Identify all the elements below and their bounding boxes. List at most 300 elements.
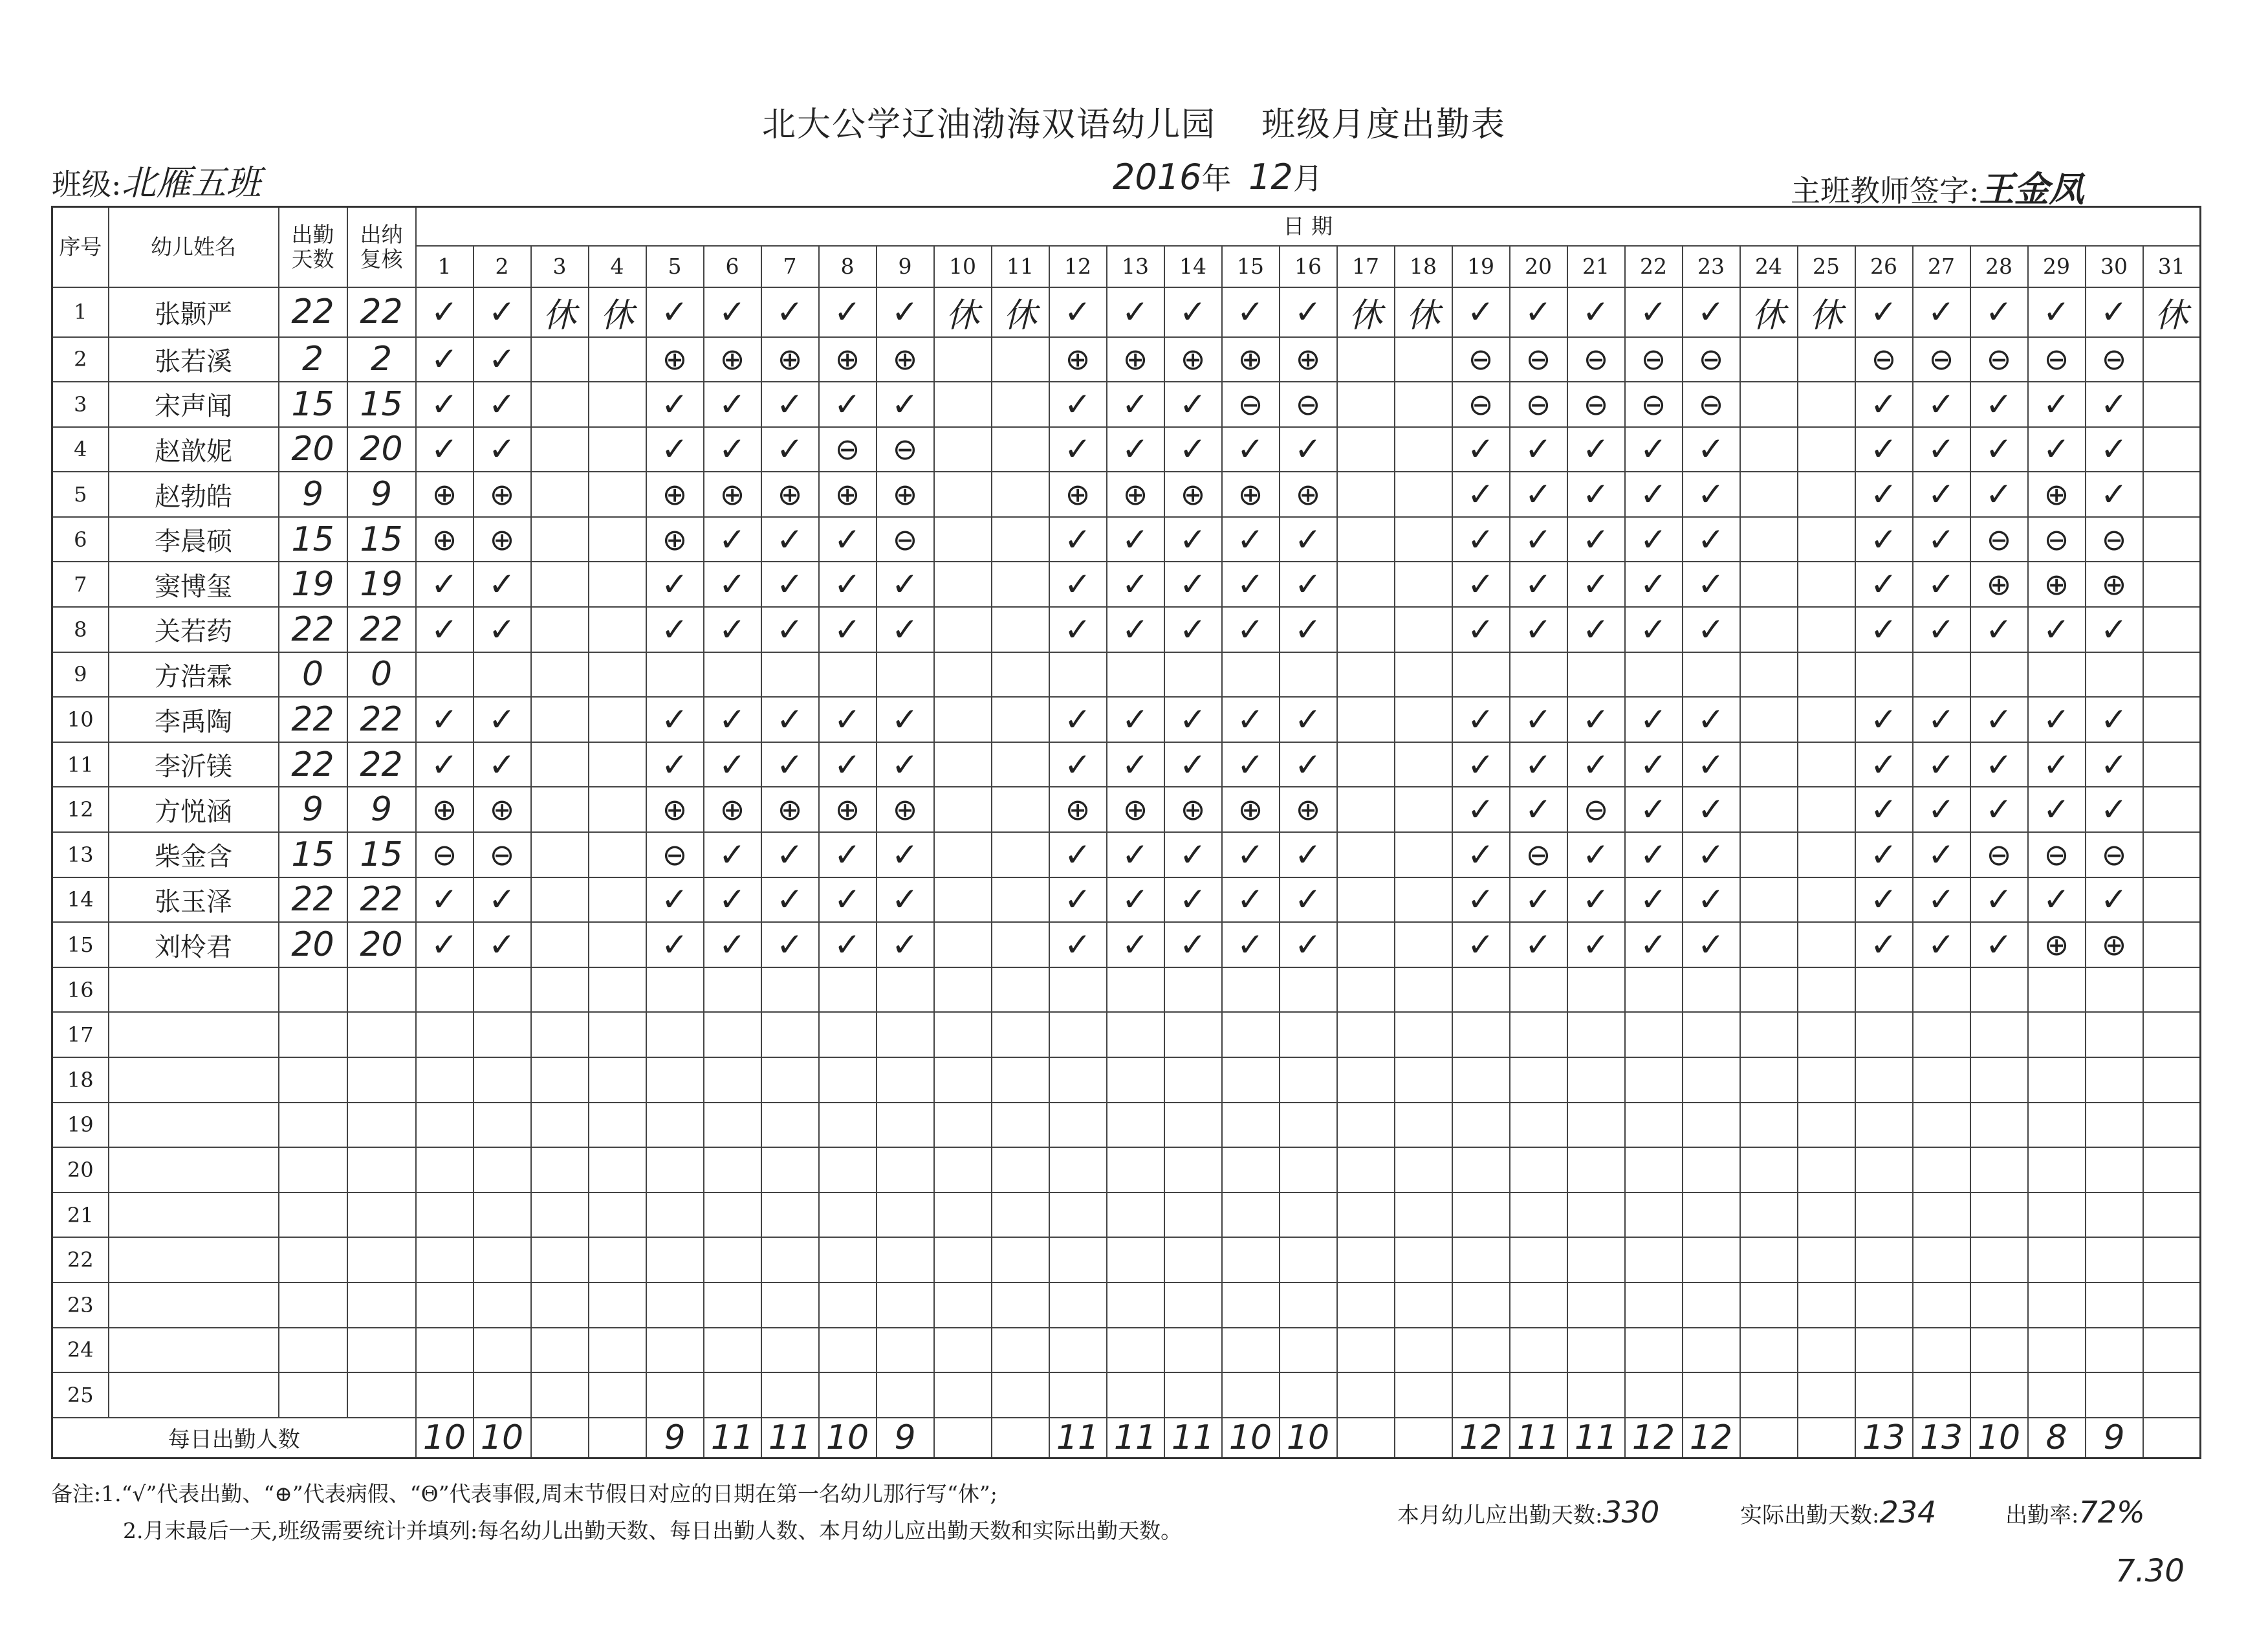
day-cell — [1164, 922, 1222, 967]
day-cell — [819, 1328, 877, 1373]
day-cell — [1970, 742, 2028, 787]
day-cell — [2086, 832, 2143, 877]
day-cell — [704, 287, 761, 337]
present-mark: ✓ — [1525, 293, 1552, 331]
attendance-days-cell — [279, 1147, 347, 1193]
name-cell: 张若溪 — [109, 337, 279, 382]
day-cell — [416, 1012, 474, 1057]
day-cell — [761, 967, 819, 1013]
student-row — [52, 607, 2201, 652]
day-cell — [1625, 337, 1683, 382]
day-cell — [531, 1282, 589, 1328]
day-cell — [992, 922, 1049, 967]
day-cell — [992, 472, 1049, 517]
day-cell — [589, 337, 646, 382]
personal-leave-mark: ⊖ — [1641, 386, 1666, 422]
present-mark: ✓ — [661, 926, 688, 964]
seq-cell: 7 — [52, 562, 109, 607]
day-cell — [589, 1372, 646, 1418]
personal-leave-mark: ⊖ — [892, 522, 918, 557]
col-check-header — [347, 207, 416, 287]
day-cell — [1107, 742, 1164, 787]
day-cell — [2143, 472, 2201, 517]
daily-total-cell — [1740, 1418, 1798, 1458]
day-cell — [1280, 607, 1337, 652]
day-cell — [704, 1237, 761, 1282]
day-cell — [1740, 427, 1798, 472]
day-cell — [1798, 517, 1855, 562]
day-cell — [1164, 877, 1222, 923]
present-mark: ✓ — [1697, 926, 1725, 964]
day-cell — [474, 1012, 531, 1057]
day-cell — [2028, 517, 2086, 562]
attendance-days-cell: 15 — [279, 832, 347, 877]
day-cell — [704, 517, 761, 562]
day-cell — [1049, 1193, 1107, 1238]
day-cell — [992, 562, 1049, 607]
seq-cell: 16 — [52, 967, 109, 1013]
sick-leave-mark: ⊕ — [892, 792, 918, 828]
personal-leave-mark: ⊖ — [1525, 837, 1551, 872]
sick-leave-mark: ⊕ — [2044, 477, 2069, 512]
day-cell — [819, 1057, 877, 1103]
sick-leave-mark: ⊕ — [834, 342, 860, 377]
day-cell — [934, 1237, 992, 1282]
day-cell — [1798, 1372, 1855, 1418]
personal-leave-mark: ⊖ — [2101, 342, 2127, 377]
present-mark: ✓ — [1294, 566, 1322, 604]
day-cell — [1222, 472, 1280, 517]
day-cell — [1913, 1372, 1970, 1418]
day-cell — [761, 742, 819, 787]
present-mark: ✓ — [776, 835, 803, 874]
daily-total-cell: 11 — [1567, 1418, 1625, 1458]
day-cell — [1452, 607, 1510, 652]
day-cell — [1510, 877, 1567, 923]
day-cell — [2086, 427, 2143, 472]
sick-leave-mark: ⊕ — [1065, 342, 1091, 377]
day-cell — [531, 337, 589, 382]
day-cell — [1107, 1237, 1164, 1282]
day-cell — [1855, 922, 1913, 967]
present-mark: ✓ — [661, 881, 688, 919]
day-cell — [2143, 1057, 2201, 1103]
sick-leave-mark: ⊕ — [662, 342, 688, 377]
day-cell — [589, 652, 646, 698]
day-cell — [1798, 1193, 1855, 1238]
day-cell — [1913, 832, 1970, 877]
day-cell — [934, 1147, 992, 1193]
day-cell — [1798, 922, 1855, 967]
day-cell — [1740, 832, 1798, 877]
day-cell — [474, 1193, 531, 1238]
sick-leave-mark: ⊕ — [1238, 477, 1263, 512]
present-mark: ✓ — [488, 610, 516, 648]
present-mark: ✓ — [1467, 520, 1494, 558]
present-mark: ✓ — [1064, 745, 1091, 784]
present-mark: ✓ — [431, 293, 458, 331]
present-mark: ✓ — [2043, 293, 2070, 331]
attendance-days-cell: 9 — [279, 472, 347, 517]
day-cell — [761, 1372, 819, 1418]
day-cell — [646, 1103, 704, 1148]
day-cell — [819, 1372, 877, 1418]
day-cell — [1567, 1193, 1625, 1238]
day-cell — [1970, 1372, 2028, 1418]
day-cell — [646, 787, 704, 832]
present-mark: ✓ — [1294, 701, 1322, 739]
day-cell — [1395, 832, 1452, 877]
present-mark: ✓ — [719, 566, 746, 604]
present-mark: ✓ — [1870, 476, 1897, 514]
day-cell — [761, 1282, 819, 1328]
day-cell — [1913, 287, 1970, 337]
day-cell — [819, 1193, 877, 1238]
day-cell — [1740, 382, 1798, 427]
day-cell — [1164, 1372, 1222, 1418]
day-cell — [1913, 472, 1970, 517]
attendance-days-cell — [279, 1012, 347, 1057]
day-cell — [531, 427, 589, 472]
name-cell: 李禹陶 — [109, 697, 279, 742]
day-cell — [1107, 1372, 1164, 1418]
day-cell — [1164, 1057, 1222, 1103]
day-cell — [2028, 1237, 2086, 1282]
student-row — [52, 787, 2201, 832]
class-label: 班级: — [52, 167, 122, 202]
day-cell — [1855, 287, 1913, 337]
attendance-days-cell: 22 — [279, 697, 347, 742]
day-cell — [2143, 517, 2201, 562]
present-mark: ✓ — [1467, 791, 1494, 829]
day-cell — [474, 1237, 531, 1282]
day-cell — [1337, 787, 1395, 832]
day-cell — [1683, 562, 1740, 607]
student-row — [52, 922, 2201, 967]
cashier-check-cell: 22 — [347, 287, 416, 337]
day-cell — [1567, 1057, 1625, 1103]
sick-leave-mark: ⊕ — [2101, 567, 2127, 602]
present-mark: ✓ — [2100, 701, 2128, 739]
day-cell — [2086, 877, 2143, 923]
day-cell — [2143, 1103, 2201, 1148]
present-mark: ✓ — [1122, 610, 1149, 648]
attendance-days-cell: 22 — [279, 742, 347, 787]
daily-total-cell: 9 — [877, 1418, 934, 1458]
day-cell — [416, 787, 474, 832]
day-cell — [934, 517, 992, 562]
day-header: 22 — [1625, 246, 1683, 287]
present-mark: ✓ — [2043, 610, 2070, 648]
day-cell — [1395, 652, 1452, 698]
day-cell — [934, 472, 992, 517]
day-cell — [704, 472, 761, 517]
day-cell — [1222, 1237, 1280, 1282]
day-cell — [416, 697, 474, 742]
day-cell — [1452, 1147, 1510, 1193]
day-cell — [1222, 1057, 1280, 1103]
present-mark: ✓ — [1928, 520, 1955, 558]
daily-total-cell — [1337, 1418, 1395, 1458]
day-cell — [934, 1372, 992, 1418]
day-cell — [1625, 427, 1683, 472]
name-cell: 赵歆妮 — [109, 427, 279, 472]
day-cell — [531, 1012, 589, 1057]
present-mark: ✓ — [1582, 520, 1609, 558]
day-cell — [1107, 517, 1164, 562]
student-row — [52, 1328, 2201, 1373]
day-cell — [1913, 1328, 1970, 1373]
day-cell — [1740, 1103, 1798, 1148]
cashier-check-cell: 9 — [347, 787, 416, 832]
name-cell: 方悦涵 — [109, 787, 279, 832]
personal-leave-mark: ⊖ — [1986, 837, 2012, 872]
name-cell — [109, 1372, 279, 1418]
sick-leave-mark: ⊕ — [662, 522, 688, 557]
name-cell: 赵勃皓 — [109, 472, 279, 517]
sick-leave-mark: ⊕ — [489, 477, 515, 512]
sick-leave-mark: ⊕ — [2044, 927, 2069, 963]
day-cell — [992, 742, 1049, 787]
present-mark: ✓ — [1985, 476, 2012, 514]
day-cell — [2086, 787, 2143, 832]
day-cell — [761, 1057, 819, 1103]
day-cell — [1222, 1012, 1280, 1057]
present-mark: ✓ — [2043, 745, 2070, 784]
day-cell — [819, 697, 877, 742]
day-cell — [1280, 1193, 1337, 1238]
daily-total-cell: 8 — [2028, 1418, 2086, 1458]
present-mark: ✓ — [1064, 610, 1091, 648]
seq-cell: 10 — [52, 697, 109, 742]
day-cell — [1855, 517, 1913, 562]
name-cell — [109, 967, 279, 1013]
present-mark: ✓ — [1179, 881, 1206, 919]
present-mark: ✓ — [1870, 610, 1897, 648]
personal-leave-mark: ⊖ — [1986, 522, 2012, 557]
day-cell — [589, 287, 646, 337]
day-cell — [1625, 287, 1683, 337]
day-cell — [1395, 742, 1452, 787]
day-cell — [877, 1372, 934, 1418]
cashier-check-cell — [347, 1012, 416, 1057]
student-row — [52, 832, 2201, 877]
day-cell — [1049, 877, 1107, 923]
day-cell — [1740, 652, 1798, 698]
cashier-check-cell — [347, 1103, 416, 1148]
day-cell — [474, 382, 531, 427]
col-name-header: 幼儿姓名 — [109, 207, 279, 287]
present-mark: ✓ — [776, 881, 803, 919]
day-cell — [589, 382, 646, 427]
day-cell — [1913, 967, 1970, 1013]
day-cell — [1625, 517, 1683, 562]
day-cell — [1049, 1012, 1107, 1057]
day-cell — [589, 922, 646, 967]
day-cell — [877, 607, 934, 652]
daily-total-label: 每日出勤人数 — [52, 1418, 416, 1458]
day-header: 12 — [1049, 246, 1107, 287]
day-cell — [1049, 832, 1107, 877]
day-cell — [1107, 1012, 1164, 1057]
present-mark: ✓ — [834, 293, 861, 331]
day-cell — [704, 1147, 761, 1193]
day-cell — [646, 517, 704, 562]
day-cell — [1452, 337, 1510, 382]
day-cell — [1452, 652, 1510, 698]
cashier-check-cell: 0 — [347, 652, 416, 698]
day-cell — [646, 337, 704, 382]
day-cell — [704, 337, 761, 382]
day-cell — [416, 287, 474, 337]
day-cell — [992, 1103, 1049, 1148]
day-cell — [1798, 562, 1855, 607]
day-header: 6 — [704, 246, 761, 287]
day-cell — [1567, 1372, 1625, 1418]
day-cell — [1049, 607, 1107, 652]
day-cell — [416, 517, 474, 562]
day-cell — [2086, 1372, 2143, 1418]
day-cell — [819, 287, 877, 337]
present-mark: ✓ — [1928, 926, 1955, 964]
day-cell — [1970, 877, 2028, 923]
day-cell — [1164, 517, 1222, 562]
day-cell — [1452, 517, 1510, 562]
day-cell — [704, 382, 761, 427]
daily-total-cell: 12 — [1625, 1418, 1683, 1458]
day-cell — [2143, 1237, 2201, 1282]
day-cell — [1970, 1103, 2028, 1148]
name-cell — [109, 1057, 279, 1103]
day-cell — [474, 427, 531, 472]
day-cell — [1625, 652, 1683, 698]
day-cell — [1452, 1103, 1510, 1148]
attendance-days-cell: 15 — [279, 382, 347, 427]
day-cell — [1798, 832, 1855, 877]
day-cell — [1222, 922, 1280, 967]
day-cell — [1049, 1328, 1107, 1373]
present-mark: ✓ — [1582, 293, 1609, 331]
day-cell — [1913, 697, 1970, 742]
day-cell — [877, 742, 934, 787]
daily-total-cell — [1395, 1418, 1452, 1458]
day-cell — [819, 967, 877, 1013]
seq-cell: 3 — [52, 382, 109, 427]
personal-leave-mark: ⊖ — [892, 432, 918, 467]
day-cell — [1452, 742, 1510, 787]
day-cell — [2086, 382, 2143, 427]
day-cell — [1970, 1328, 2028, 1373]
day-cell — [1567, 472, 1625, 517]
day-cell — [1970, 472, 2028, 517]
sick-leave-mark: ⊕ — [431, 522, 457, 557]
day-cell — [1798, 1282, 1855, 1328]
day-cell — [877, 287, 934, 337]
day-header: 15 — [1222, 246, 1280, 287]
sick-leave-mark: ⊕ — [2101, 927, 2127, 963]
day-cell — [1625, 742, 1683, 787]
present-mark: ✓ — [488, 881, 516, 919]
day-cell — [819, 832, 877, 877]
day-cell — [1164, 1328, 1222, 1373]
seq-cell: 13 — [52, 832, 109, 877]
day-cell — [1452, 1372, 1510, 1418]
daily-total-cell — [531, 1418, 589, 1458]
day-cell — [819, 1237, 877, 1282]
day-cell — [646, 967, 704, 1013]
day-cell — [1280, 787, 1337, 832]
present-mark: ✓ — [776, 293, 803, 331]
present-mark: ✓ — [1640, 835, 1667, 874]
day-cell — [474, 832, 531, 877]
present-mark: ✓ — [1294, 835, 1322, 874]
sick-leave-mark: ⊕ — [1122, 342, 1148, 377]
day-cell — [416, 877, 474, 923]
day-cell — [1337, 1282, 1395, 1328]
day-cell — [589, 562, 646, 607]
day-cell — [2086, 472, 2143, 517]
day-cell — [1510, 1012, 1567, 1057]
seq-cell: 6 — [52, 517, 109, 562]
day-cell — [1740, 1147, 1798, 1193]
day-cell — [992, 382, 1049, 427]
day-cell — [934, 922, 992, 967]
day-cell — [1625, 877, 1683, 923]
day-cell — [1740, 967, 1798, 1013]
present-mark: ✓ — [488, 701, 516, 739]
present-mark: ✓ — [1985, 701, 2012, 739]
day-cell — [1107, 562, 1164, 607]
daily-total-cell — [2143, 1418, 2201, 1458]
day-cell — [1222, 382, 1280, 427]
personal-leave-mark: ⊖ — [1986, 342, 2012, 377]
day-cell — [992, 787, 1049, 832]
day-cell — [2086, 697, 2143, 742]
day-cell — [2028, 697, 2086, 742]
day-cell — [934, 697, 992, 742]
sick-leave-mark: ⊕ — [1295, 342, 1321, 377]
cashier-check-cell: 15 — [347, 517, 416, 562]
day-cell — [934, 1282, 992, 1328]
day-cell — [1280, 1103, 1337, 1148]
day-cell — [877, 1147, 934, 1193]
day-cell — [1683, 1103, 1740, 1148]
daily-total-cell: 10 — [1280, 1418, 1337, 1458]
day-header: 2 — [474, 246, 531, 287]
attendance-days-cell: 20 — [279, 427, 347, 472]
day-cell — [1164, 697, 1222, 742]
day-cell — [1567, 1328, 1625, 1373]
present-mark: ✓ — [1179, 701, 1206, 739]
present-mark: ✓ — [1697, 745, 1725, 784]
day-cell — [1740, 1372, 1798, 1418]
daily-total-cell: 12 — [1683, 1418, 1740, 1458]
day-cell — [1452, 1328, 1510, 1373]
day-cell — [761, 1012, 819, 1057]
seq-cell: 1 — [52, 287, 109, 337]
day-cell — [1855, 1372, 1913, 1418]
day-cell — [1222, 832, 1280, 877]
day-cell — [531, 1103, 589, 1148]
day-cell — [1164, 382, 1222, 427]
day-cell — [819, 607, 877, 652]
day-cell — [1049, 922, 1107, 967]
day-cell — [992, 697, 1049, 742]
day-cell — [1280, 877, 1337, 923]
day-cell — [877, 427, 934, 472]
present-mark: ✓ — [1122, 926, 1149, 964]
present-mark: ✓ — [488, 566, 516, 604]
